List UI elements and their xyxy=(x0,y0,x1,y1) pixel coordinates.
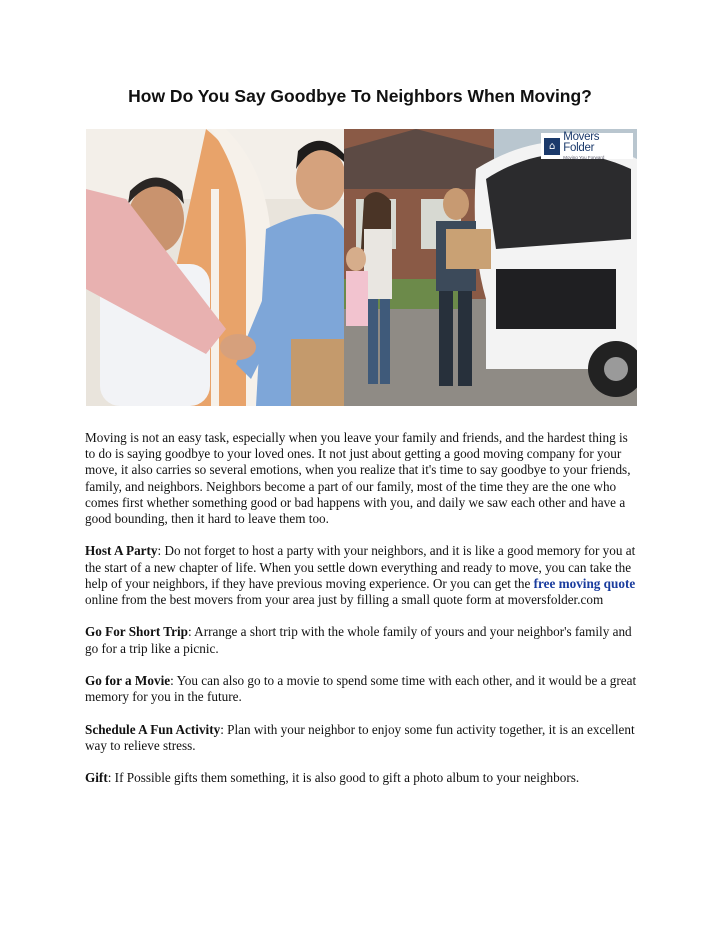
section-schedule-a-fun-activity xyxy=(85,722,637,754)
section-gift xyxy=(85,770,637,786)
house-icon: ⌂ xyxy=(544,138,560,155)
family-unloading-car-photo xyxy=(344,129,637,406)
section-host-a-party xyxy=(85,543,637,608)
section-text: : Arrange a short trip with the whole family of yours and your neighbor's family and go for a trip like a picnic. xyxy=(85,624,632,656)
movers-folder-logo xyxy=(541,130,633,160)
logo-tagline: Moving You Forward xyxy=(563,154,605,160)
section-heading: Go for a Movie xyxy=(85,673,171,688)
hero-image xyxy=(86,129,637,406)
section-go-for-a-movie xyxy=(85,673,637,705)
free-moving-quote-link[interactable]: free moving quote xyxy=(533,575,636,591)
hero-illustration xyxy=(86,129,637,406)
section-go-for-short-trip xyxy=(85,624,637,656)
section-text: online from the best movers from your area just by filling a small quote form at moversfolder.com xyxy=(85,592,604,608)
intro-paragraph: Moving is not an easy task, especially when you leave your family and friends, and the hardest thing is to do is saying goodbye to your loved ones. It not just about getting a good moving company for your move, it also carries so several emotions, when you realize that it's time to say goodbye to your friends, family, and neighbors. Neighbors become a part of our family, most of the time they are the one who comes first whether something good or bad happens with you, and daily we saw each other and have a good bounding, then it hard to leave them too. xyxy=(85,430,631,527)
section-heading: Gift xyxy=(85,770,108,786)
section-heading: Go For Short Trip xyxy=(85,624,188,640)
handshake-photo xyxy=(86,129,346,406)
section-text: : You can also go to a movie to spend some time with each other, and it would be a great memory for you in the future. xyxy=(85,673,637,705)
section-text: : Plan with your neighbor to enjoy some fun activity together, it is an excellent way to relieve stress. xyxy=(85,721,635,753)
article-body xyxy=(85,430,637,803)
logo-name: Movers Folder xyxy=(563,130,600,155)
section-heading: Schedule A Fun Activity xyxy=(85,721,221,737)
section-text: : If Possible gifts them something, it is also good to gift a photo album to your neighbors. xyxy=(107,770,580,786)
section-text: : Do not forget to host a party with your neighbors, and it is like a good memory for you at the start of a new chapter of life. When you settle down everything and ready to move, you can take the help of your neighbors, if they have previous moving experience. Or you can get the xyxy=(85,543,636,591)
page-title: How Do You Say Goodbye To Neighbors When Moving? xyxy=(128,86,592,106)
section-heading: Host A Party xyxy=(85,543,158,559)
